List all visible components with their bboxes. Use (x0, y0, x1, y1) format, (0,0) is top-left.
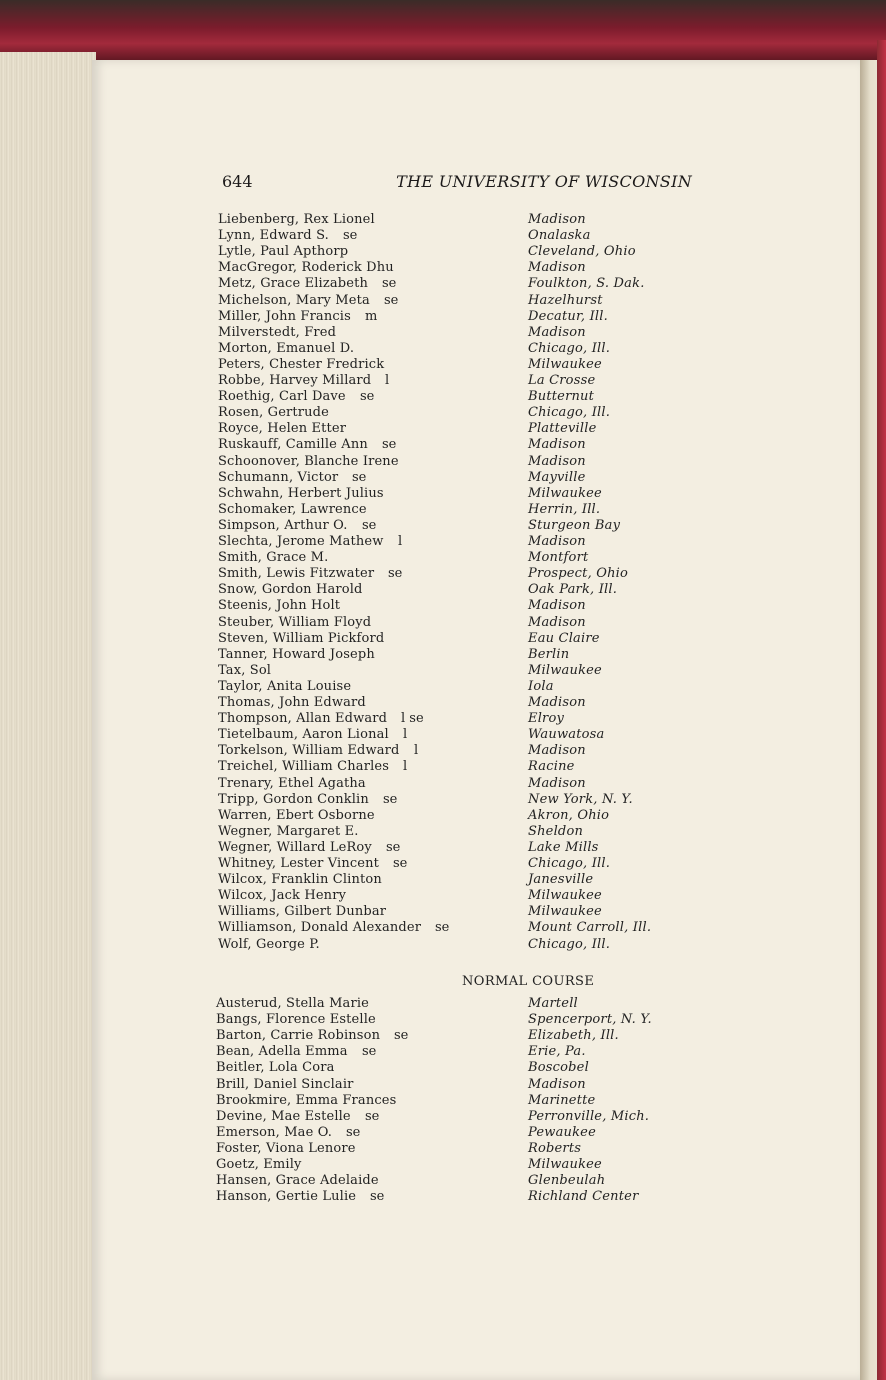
list-item (0, 437, 886, 453)
course-tag: se (362, 517, 377, 533)
course-tag: se (346, 1124, 361, 1140)
list-item (0, 1109, 886, 1125)
student-name: Devine, Mae Estelle (216, 1108, 351, 1124)
list-item (0, 759, 886, 775)
list-item (0, 550, 886, 566)
list-item (0, 792, 886, 808)
hometown: Perronville, Mich. (528, 1108, 650, 1124)
list-item (0, 228, 886, 244)
course-tag: se (388, 566, 403, 582)
student-name: Schumann, Victor (218, 469, 339, 485)
list-item (0, 373, 886, 389)
student-name: Beitler, Lola Cora (216, 1060, 335, 1076)
course-tag: se (435, 920, 450, 936)
hometown: Chicago, Ill. (528, 856, 611, 871)
hometown: Madison (528, 598, 586, 614)
list-item (0, 389, 886, 405)
student-name: Foster, Viona Lenore (216, 1140, 356, 1156)
hometown: Chicago, Ill. (528, 936, 611, 952)
course-tag: se (352, 469, 367, 485)
hometown: Glenbeulah (528, 1173, 606, 1189)
student-name: Robbe, Harvey Millard (218, 373, 372, 388)
list-item (0, 1028, 886, 1044)
list-item (0, 325, 886, 341)
hometown: Madison (528, 212, 586, 227)
hometown: Lake Mills (528, 839, 599, 855)
list-item (0, 872, 886, 888)
list-item (0, 293, 886, 309)
student-name: Wegner, Margaret E. (218, 823, 359, 839)
hometown: Sheldon (528, 823, 584, 839)
student-name: Lynn, Edward S. (218, 228, 329, 244)
student-name: Tripp, Gordon Conklin (218, 791, 369, 807)
course-tag: l (385, 373, 390, 388)
student-name: Lytle, Paul Apthorp (218, 244, 349, 260)
list-item (0, 888, 886, 904)
hometown: Madison (528, 743, 586, 759)
list-item (0, 856, 886, 872)
list-item (0, 470, 886, 486)
hometown: Chicago, Ill. (528, 405, 611, 421)
list-item (0, 212, 886, 228)
course-tag: l (403, 759, 408, 775)
student-name: Steuber, William Floyd (218, 614, 372, 630)
list-item (0, 566, 886, 582)
student-name: Wilcox, Jack Henry (218, 888, 347, 904)
course-tag: se (393, 856, 408, 871)
hometown: Janesville (528, 872, 594, 888)
student-name: Royce, Helen Etter (218, 421, 347, 437)
list-item (0, 486, 886, 502)
hometown: Milwaukee (528, 485, 602, 501)
section-heading: NORMAL COURSE (462, 974, 595, 989)
hometown: Chicago, Ill. (528, 340, 611, 356)
student-name: Michelson, Mary Meta (218, 292, 370, 308)
student-name: Thompson, Allan Edward (218, 711, 388, 727)
hometown: Milwaukee (528, 1157, 602, 1172)
hometown: Racine (528, 759, 575, 775)
list-item (0, 534, 886, 550)
hometown: Spencerport, N. Y. (528, 1012, 652, 1028)
hometown: Milwaukee (528, 904, 602, 920)
student-name: Tax, Sol (218, 662, 272, 678)
list-item (0, 341, 886, 357)
hometown: Madison (528, 324, 586, 340)
hometown: Boscobel (528, 1060, 589, 1076)
student-name: Schoonover, Blanche Irene (218, 453, 399, 469)
hometown: Milwaukee (528, 356, 602, 372)
hometown: Herrin, Ill. (528, 501, 601, 517)
hometown: Akron, Ohio (528, 807, 610, 823)
list-item (0, 1077, 886, 1093)
student-name: Milverstedt, Fred (218, 324, 337, 340)
student-name: Williamson, Donald Alexander (218, 920, 422, 936)
list-item (0, 454, 886, 470)
list-item (0, 1012, 886, 1028)
list-item (0, 776, 886, 792)
course-tag: l (403, 727, 408, 743)
student-name: Brookmire, Emma Frances (216, 1092, 397, 1108)
list-item (0, 904, 886, 920)
course-tag: se (386, 839, 401, 855)
student-name: Bangs, Florence Estelle (216, 1012, 376, 1028)
list-item (0, 1189, 886, 1205)
course-tag: l (398, 534, 403, 549)
course-tag: se (343, 228, 358, 244)
list-item (0, 276, 886, 292)
hometown: Madison (528, 453, 586, 469)
list-item (0, 518, 886, 534)
list-item (0, 808, 886, 824)
student-name: Whitney, Lester Vincent (218, 856, 380, 871)
book-cover-edge (0, 0, 886, 62)
list-item (0, 695, 886, 711)
list-item (0, 1044, 886, 1060)
course-tag: se (384, 292, 399, 308)
student-name: Tanner, Howard Joseph (218, 646, 375, 662)
hometown: Elroy (528, 711, 565, 727)
course-tag: se (382, 276, 397, 292)
list-item (0, 309, 886, 325)
list-item (0, 937, 886, 953)
hometown: Prospect, Ohio (528, 566, 629, 582)
hometown: Berlin (528, 646, 570, 662)
list-item (0, 631, 886, 647)
hometown: Foulkton, S. Dak. (528, 276, 645, 292)
student-name: Slechta, Jerome Mathew (218, 534, 384, 549)
hometown: Pewaukee (528, 1124, 596, 1140)
list-item (0, 679, 886, 695)
hometown: Madison (528, 260, 586, 276)
course-tag: se (362, 1044, 377, 1060)
course-tag: se (360, 389, 375, 405)
student-name: Schwahn, Herbert Julius (218, 485, 384, 501)
hometown: Sturgeon Bay (528, 517, 621, 533)
hometown: Elizabeth, Ill. (528, 1028, 619, 1044)
list-item (0, 598, 886, 614)
student-name: Treichel, William Charles (218, 759, 390, 775)
hometown: Wauwatosa (528, 727, 605, 743)
student-name: MacGregor, Roderick Dhu (218, 260, 394, 276)
list-item (0, 502, 886, 518)
hometown: La Crosse (528, 373, 596, 388)
running-title: THE UNIVERSITY OF WISCONSIN (396, 172, 692, 191)
student-name: Warren, Ebert Osborne (218, 807, 375, 823)
student-name: Ruskauff, Camille Ann (218, 437, 368, 453)
list-item (0, 840, 886, 856)
student-name: Metz, Grace Elizabeth (218, 276, 368, 292)
hometown: Madison (528, 1076, 586, 1092)
student-name: Bean, Adella Emma (216, 1044, 348, 1060)
list-item (0, 260, 886, 276)
student-name: Torkelson, William Edward (218, 743, 400, 759)
hometown: Iola (528, 678, 554, 694)
list-item (0, 920, 886, 936)
list-item (0, 727, 886, 743)
course-tag: l se (401, 711, 424, 727)
course-tag: se (383, 791, 398, 807)
list-item (0, 1093, 886, 1109)
student-name: Wegner, Willard LeRoy (218, 839, 372, 855)
hometown: Madison (528, 534, 586, 549)
hometown: Butternut (528, 389, 595, 405)
student-name: Steenis, John Holt (218, 598, 341, 614)
hometown: Madison (528, 775, 586, 791)
course-tag: se (382, 437, 397, 453)
student-name: Morton, Emanuel D. (218, 340, 355, 356)
list-item (0, 1157, 886, 1173)
student-name: Trenary, Ethel Agatha (218, 775, 366, 791)
hometown: Decatur, Ill. (528, 308, 608, 324)
list-item (0, 824, 886, 840)
hometown: Mount Carroll, Ill. (528, 920, 652, 936)
hometown: Madison (528, 614, 586, 630)
student-name: Barton, Carrie Robinson (216, 1028, 381, 1044)
student-name: Simpson, Arthur O. (218, 517, 348, 533)
list-item (0, 647, 886, 663)
student-name: Thomas, John Edward (218, 695, 366, 710)
student-name: Taylor, Anita Louise (218, 678, 352, 694)
student-name: Williams, Gilbert Dunbar (218, 904, 387, 920)
list-item (0, 421, 886, 437)
hometown: Roberts (528, 1140, 582, 1156)
course-tag: se (394, 1028, 409, 1044)
student-name: Smith, Grace M. (218, 550, 329, 566)
student-name: Peters, Chester Fredrick (218, 356, 385, 372)
hometown: Platteville (528, 421, 597, 437)
student-name: Brill, Daniel Sinclair (216, 1076, 354, 1092)
hometown: Hazelhurst (528, 292, 603, 308)
list-item (0, 1141, 886, 1157)
course-tag: se (365, 1108, 380, 1124)
hometown: Mayville (528, 469, 586, 485)
hometown: Richland Center (528, 1189, 639, 1205)
list-item (0, 1125, 886, 1141)
course-tag: l (414, 743, 419, 759)
course-tag: m (365, 308, 378, 324)
hometown: Milwaukee (528, 888, 602, 904)
hometown: Madison (528, 695, 586, 710)
hometown: Marinette (528, 1092, 596, 1108)
list-item (0, 357, 886, 373)
student-name: Rosen, Gertrude (218, 405, 329, 421)
hometown: Montfort (528, 550, 589, 566)
list-item (0, 405, 886, 421)
student-name: Wolf, George P. (218, 936, 320, 952)
student-name: Snow, Gordon Harold (218, 582, 363, 598)
student-name: Miller, John Francis (218, 308, 351, 324)
hometown: Oak Park, Ill. (528, 582, 618, 598)
student-name: Smith, Lewis Fitzwater (218, 566, 375, 582)
hometown: Cleveland, Ohio (528, 244, 636, 260)
list-item (0, 711, 886, 727)
course-tag: se (370, 1189, 385, 1205)
list-item (0, 582, 886, 598)
hometown: Erie, Pa. (528, 1044, 586, 1060)
list-item (0, 244, 886, 260)
hometown: New York, N. Y. (528, 791, 633, 807)
hometown: Madison (528, 437, 586, 453)
student-name: Liebenberg, Rex Lionel (218, 212, 375, 227)
list-item (0, 996, 886, 1012)
student-name: Tietelbaum, Aaron Lional (218, 727, 389, 743)
student-name: Schomaker, Lawrence (218, 501, 367, 517)
hometown: Onalaska (528, 228, 591, 244)
student-name: Steven, William Pickford (218, 630, 385, 646)
student-name: Austerud, Stella Marie (216, 996, 369, 1011)
student-name: Emerson, Mae O. (216, 1124, 333, 1140)
list-item (0, 1173, 886, 1189)
list-item (0, 743, 886, 759)
student-name: Hansen, Grace Adelaide (216, 1173, 379, 1189)
hometown: Milwaukee (528, 662, 602, 678)
list-item (0, 1060, 886, 1076)
page-number: 644 (222, 172, 253, 191)
list-item (0, 663, 886, 679)
running-head (222, 172, 692, 194)
student-name: Wilcox, Franklin Clinton (218, 872, 382, 888)
student-name: Roethig, Carl Dave (218, 389, 346, 405)
hometown: Eau Claire (528, 630, 600, 646)
list-item (0, 615, 886, 631)
student-name: Hanson, Gertie Lulie (216, 1189, 357, 1205)
hometown: Martell (528, 996, 578, 1011)
student-name: Goetz, Emily (216, 1157, 302, 1172)
